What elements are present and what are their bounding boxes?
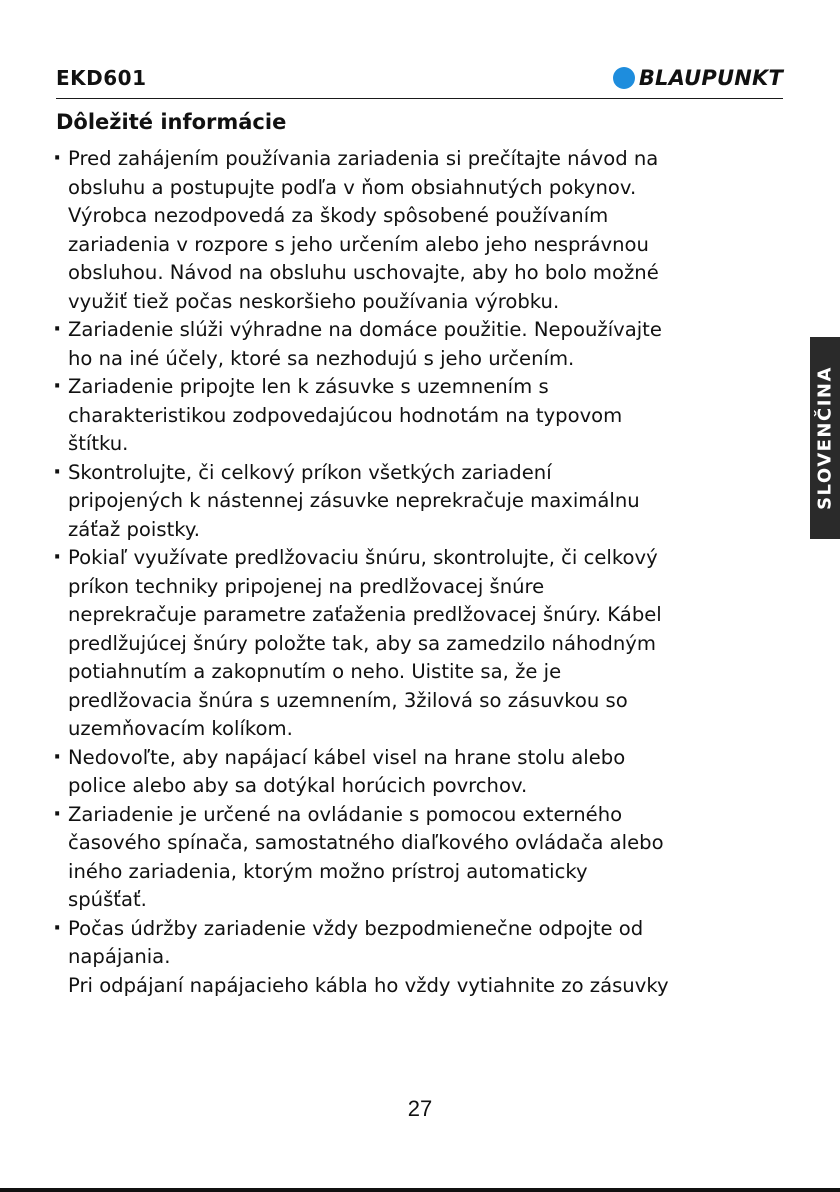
- language-side-tab: [810, 337, 840, 539]
- text-line: zariadenia v rozpore s jeho určením alebo jeho nesprávnou: [68, 232, 649, 256]
- brand-logo: [613, 64, 783, 92]
- text-line: príkon techniky pripojenej na predlžovacej šnúre: [68, 574, 545, 598]
- text-line: ho na iné účely, ktoré sa nezhodujú s jeho určením.: [68, 346, 575, 370]
- section-title: Dôležité informácie: [56, 110, 287, 134]
- list-item: [54, 373, 789, 459]
- text-line: záťaž poistky.: [68, 517, 200, 541]
- text-line: štítku.: [68, 432, 129, 455]
- text-line: pripojených k nástennej zásuvke neprekračuje maximálnu: [68, 489, 640, 512]
- text-line: uzemňovacím kolíkom.: [68, 717, 293, 740]
- language-label: SLOVENČINA: [814, 366, 836, 510]
- text-line: neprekračuje parametre zaťaženia predlžovacej šnúry. Kábel: [68, 603, 662, 626]
- text-line: · Zariadenie je určené na ovládanie s pomocou externého: [68, 802, 623, 826]
- text-line: · Zariadenie slúži výhradne na domáce použitie. Nepoužívajte: [68, 318, 662, 341]
- important-info-list: [54, 145, 789, 1000]
- list-item: [54, 801, 789, 915]
- list-item: [54, 145, 789, 316]
- text-line: napájania.: [68, 945, 171, 968]
- list-item: [54, 915, 789, 1001]
- brand-logo-dot-icon: [613, 67, 635, 89]
- text-line: · Skontrolujte, či celkový príkon všetkých zariadení: [68, 460, 552, 484]
- text-line: Výrobca nezodpovedá za škody spôsobené používaním: [68, 204, 609, 227]
- text-line: predlžovacia šnúra s uzemnením, 3žilová so zásuvkou so: [68, 688, 628, 712]
- text-line: · Pred zahájením používania zariadenia si prečítajte návod na: [68, 147, 659, 170]
- text-line: Pri odpájaní napájacieho kábla ho vždy vytiahnite zo zásuvky: [68, 973, 669, 997]
- text-line: využiť tiež počas neskoršieho používania výrobku.: [68, 289, 560, 313]
- list-item: [54, 459, 789, 545]
- text-line: časového spínača, samostatného diaľkového ovládača alebo: [68, 831, 664, 854]
- text-line: obsluhou. Návod na obsluhu uschovajte, aby ho bolo možné: [68, 261, 659, 284]
- text-line: police alebo aby sa dotýkal horúcich povrchov.: [68, 774, 528, 797]
- list-item: [54, 316, 789, 373]
- list-item: [54, 544, 789, 744]
- text-line: · Zariadenie pripojte len k zásuvke s uzemnením s: [68, 375, 549, 398]
- text-line: · Počas údržby zariadenie vždy bezpodmienečne odpojte od: [68, 916, 644, 940]
- text-line: predlžujúcej šnúry položte tak, aby sa zamedzilo náhodným: [68, 631, 656, 655]
- brand-name: BLAUPUNKT: [638, 66, 783, 90]
- text-line: · Nedovoľte, aby napájací kábel visel na hrane stolu alebo: [68, 745, 626, 769]
- text-line: obsluhu a postupujte podľa v ňom obsiahnutých pokynov.: [68, 175, 637, 199]
- text-line: iného zariadenia, ktorým možno prístroj automaticky: [68, 859, 588, 883]
- page-header: [56, 62, 783, 99]
- model-number: EKD601: [56, 66, 147, 90]
- text-line: potiahnutím a zakopnutím o neho. Uistite sa, že je: [68, 660, 562, 683]
- text-line: charakteristikou zodpovedajúcou hodnotám na typovom: [68, 403, 623, 427]
- list-item: [54, 744, 789, 801]
- page-number: 27: [407, 1096, 433, 1121]
- text-line: spúšťať.: [68, 888, 147, 911]
- bottom-divider: [0, 1188, 840, 1192]
- text-line: · Pokiaľ využívate predlžovaciu šnúru, skontrolujte, či celkový: [68, 546, 658, 569]
